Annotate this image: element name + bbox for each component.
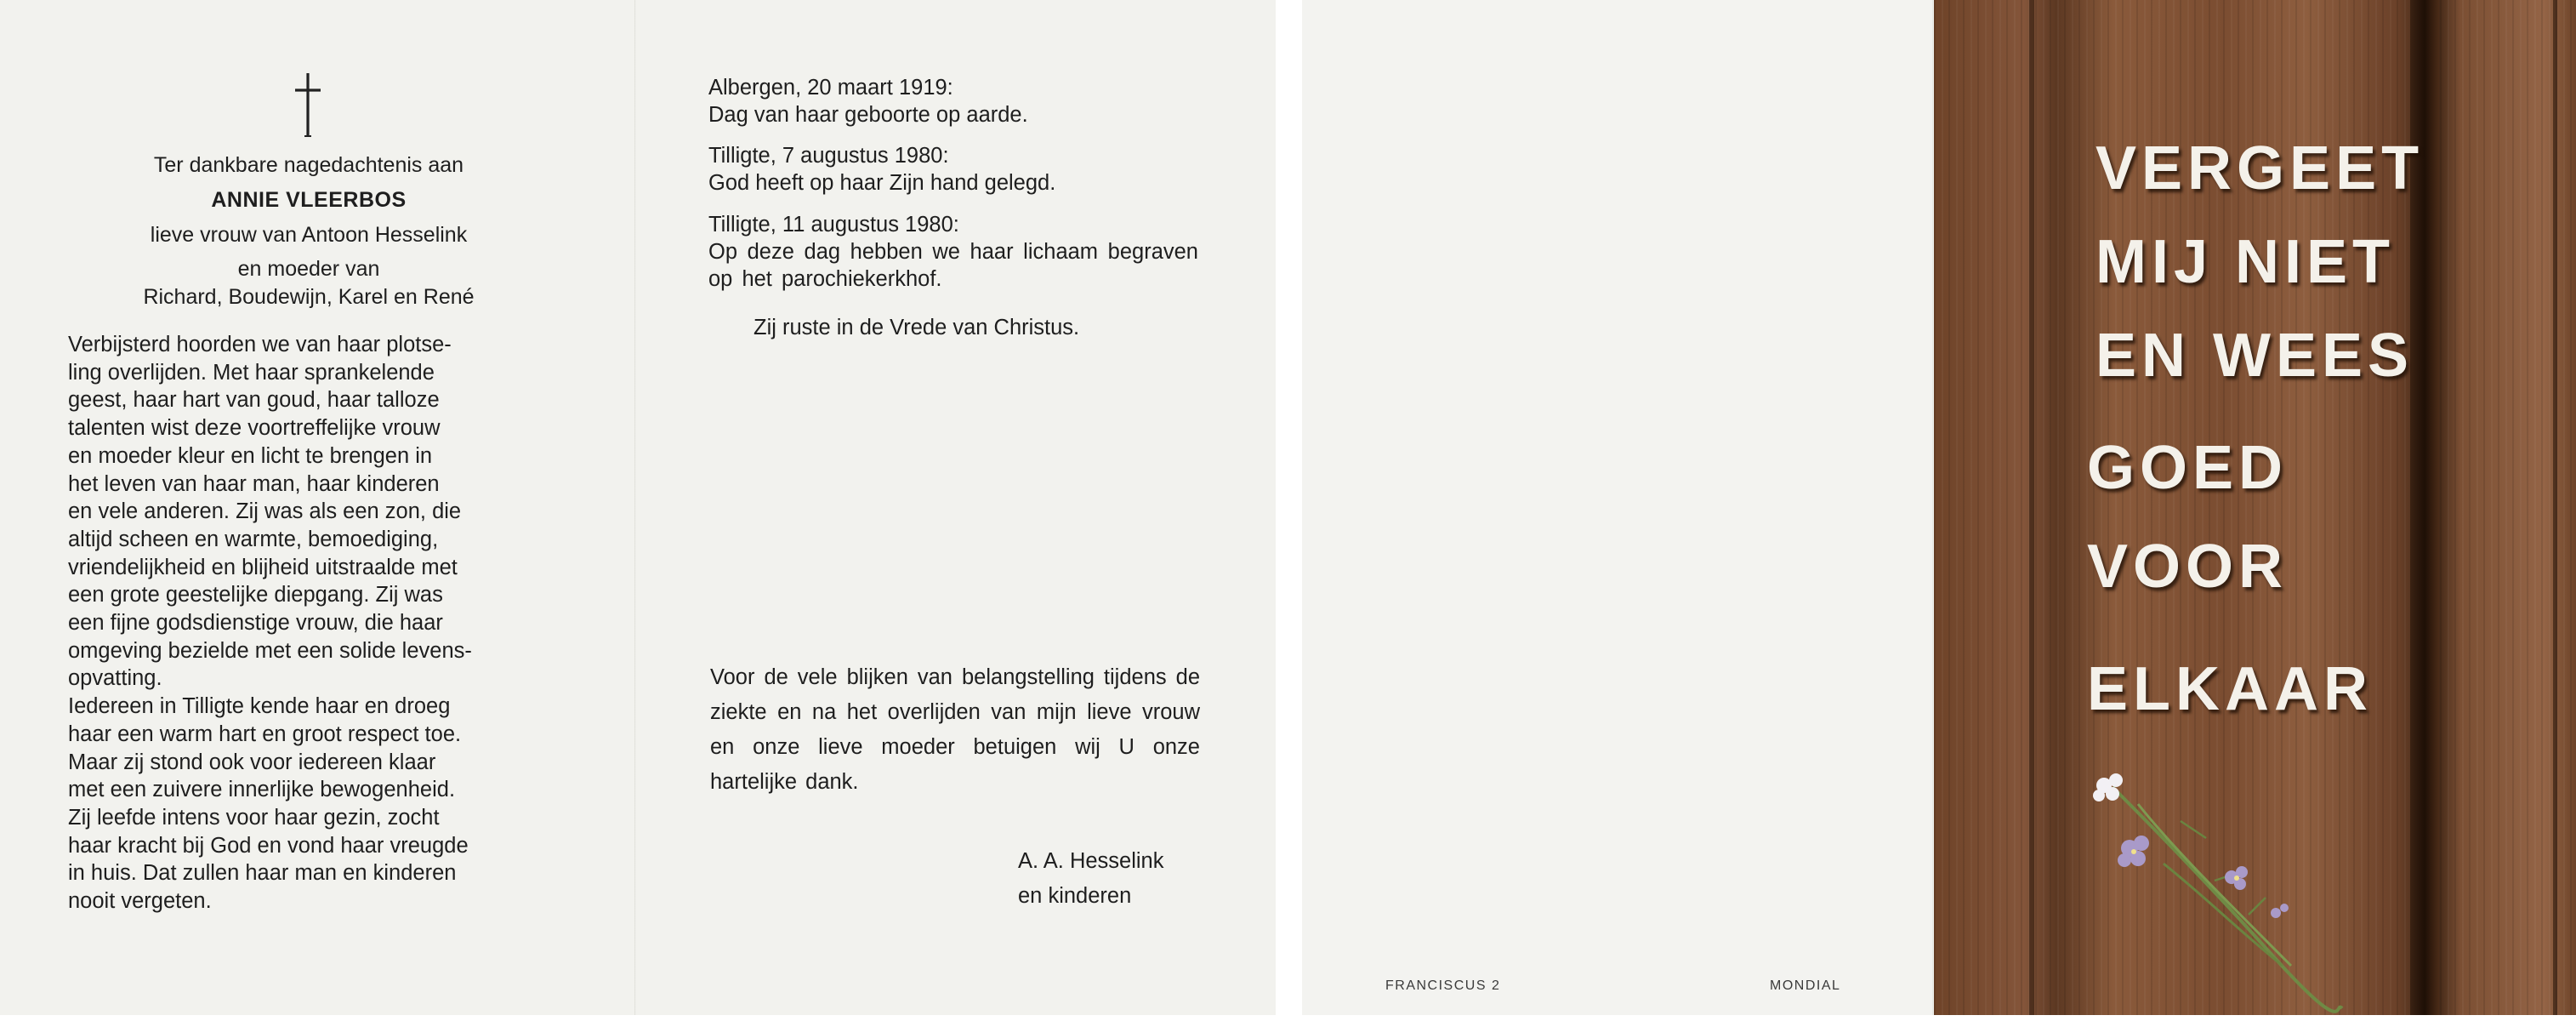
motto-line-5: VOOR: [2087, 533, 2289, 601]
motto-line-2: MIJ NIET: [2095, 228, 2396, 296]
plank-gap: [2029, 0, 2034, 1015]
burial-date: Tilligte, 11 augustus 1980:: [708, 213, 959, 237]
death-text: God heeft op haar Zijn hand gelegd.: [708, 171, 1056, 195]
dedication-intro: Ter dankbare nagedachtenis aan: [153, 153, 464, 177]
burial-block: [708, 211, 1198, 293]
wood-photo: [1934, 0, 2576, 1015]
motto-line-3: EN WEES: [2095, 322, 2414, 390]
deceased-name: ANNIE VLEERBOS: [211, 188, 407, 212]
birth-block: [708, 74, 1198, 128]
death-block: [708, 142, 1198, 197]
wife-of-line: lieve vrouw van Antoon Hesselink: [150, 223, 468, 247]
plank-gap: [2553, 0, 2557, 1015]
forget-me-not-flower-icon: [2078, 770, 2368, 1015]
mother-of-label: en moeder van: [237, 257, 380, 281]
motto-line-6: ELKAAR: [2087, 655, 2373, 723]
imprint-series: FRANCISCUS 2: [1385, 978, 1501, 993]
obituary-panel: [0, 0, 634, 1015]
motto-line-1: VERGEET: [2095, 134, 2425, 202]
children-names: Richard, Boudewijn, Karel en René: [143, 285, 475, 309]
birth-text: Dag van haar geboorte op aarde.: [708, 103, 1028, 127]
signature-name: A. A. Hesselink: [1018, 849, 1164, 873]
rest-in-peace: Zij ruste in de Vrede van Christus.: [753, 316, 1080, 339]
card-inside: [0, 0, 1276, 1015]
birth-date: Albergen, 20 maart 1919:: [708, 76, 953, 100]
imprint-publisher: MONDIAL: [1770, 978, 1841, 993]
motto-line-4: GOED: [2087, 434, 2289, 502]
obituary-text: Verbijsterd hoorden we van haar plotse- ling overlijden. Met haar sprankelende geest, haar hart van goud, haar talloze talenten wist deze voortreffelijke vrouw en moeder kleur en licht te brengen in het leven van haar man, haar kinderen en vele anderen. Zij was als een zon, die altijd scheen en warmte, bemoediging, vriendelijkheid en blijheid uitstraalde met een grote geestelijke diepgang. Zij was een fijne godsdienstige vrouw, die haar omgeving bezielde met een solide levens- opvatting. Iedereen in Tilligte kende haar en droeg haar een warm hart en groot respect toe. Maar zij stond ook voor iedereen klaar met een zuivere innerlijke bewogenheid. Zij leefde intens voor haar gezin, zocht haar kracht bij God en vond haar vreugde in huis. Dat zullen haar man en kinderen nooit vergeten.: [68, 333, 472, 914]
death-date: Tilligte, 7 augustus 1980:: [708, 144, 949, 168]
cross-icon: [284, 71, 332, 138]
thanks-text: Voor de vele blijken van belangstelling tijdens de ziekte en na het overlijden van mijn lieve vrouw en onze lieve moeder betuigen wij U onze hartelijke dank.: [710, 665, 1200, 794]
burial-text: Op deze dag hebben we haar lichaam begraven op het parochiekerkhof.: [708, 240, 1198, 291]
signature-family: en kinderen: [1018, 884, 1132, 908]
